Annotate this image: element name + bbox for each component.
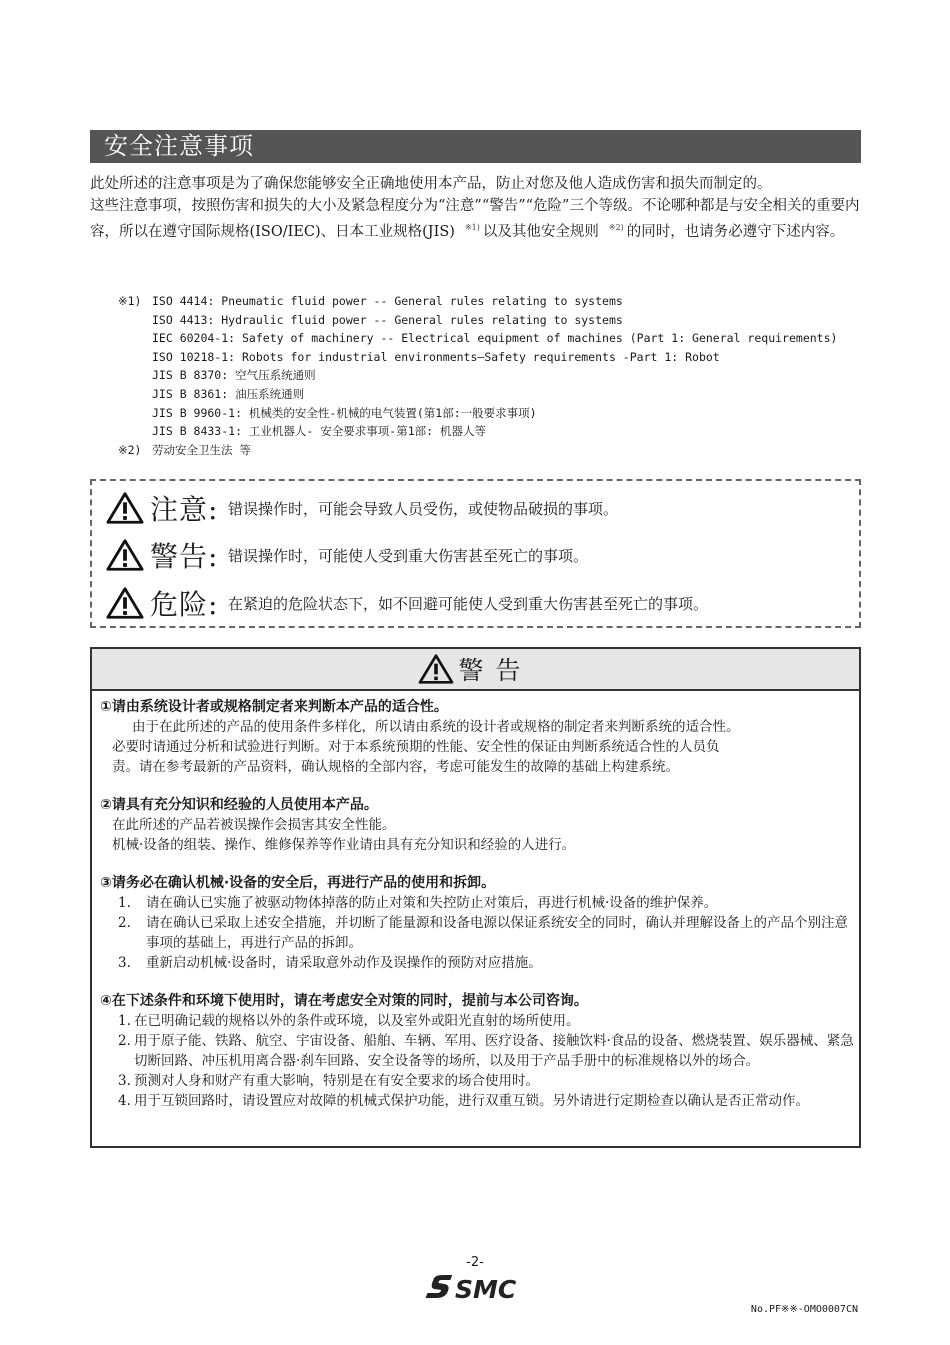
warning-section-3 bbox=[100, 873, 855, 973]
warning-box bbox=[90, 647, 861, 1148]
level-danger: 危险: 在紧迫的危险状态下，如不回避可能使人受到重大伤害甚至死亡的事项。 bbox=[106, 581, 708, 625]
warning-box-header bbox=[92, 649, 859, 691]
list-item: 3. 预测对人身和财产有重大影响，特别是在有安全要求的场合使用时。 bbox=[118, 1073, 539, 1089]
section-heading: ③请务必在确认机械·设备的安全后，再进行产品的使用和拆卸。 bbox=[100, 875, 496, 891]
document-number: No.PF※※-OMO0007CN bbox=[750, 1304, 858, 1315]
warning-triangle-icon bbox=[106, 537, 144, 573]
level-warning: 警告: 错误操作时，可能使人受到重大伤害甚至死亡的事项。 bbox=[106, 533, 588, 577]
page-title: 安全注意事项 bbox=[104, 132, 254, 160]
reference-list bbox=[118, 292, 878, 459]
warning-box-title: 警告 bbox=[458, 656, 533, 685]
intro-paragraph-2: 这些注意事项，按照伤害和损失的大小及紧急程度分为“注意”“警告”“危险”三个等级。不论哪种都是与安全相关的重要内容，所以在遵守国际规格(ISO/IEC)、日本工业规格(JIS) $^{※1)}$ 以及其他安全规则 $^{※2)}$ 的同时，也请务必遵守下述内容。 bbox=[90, 198, 860, 240]
section-title-bar bbox=[90, 130, 861, 163]
reference-item: JIS B 8361: 油压系统通则 bbox=[152, 386, 305, 401]
warning-section-4 bbox=[100, 991, 855, 1111]
level-caution: 注意: 错误操作时，可能会导致人员受伤，或使物品破损的事项。 bbox=[106, 486, 618, 530]
section-heading: ①请由系统设计者或规格制定者来判断本产品的适合性。 bbox=[100, 699, 448, 715]
reference-item: ISO 10218-1: Robots for industrial environments—Safety requirements -Part 1: Robot bbox=[152, 349, 720, 364]
warning-section-1: ①请由系统设计者或规格制定者来判断本产品的适合性。 由于在此所述的产品的使用条件多样化，所以请由系统的设计者或规格的制定者来判断系统的适合性。 必要时请通过分析和试验进行判断。对于本系统预期的性能、安全性的保证由判断系统适合性的人员负 责。请在参考最新的产品资料，确认规格的全部内容，考虑可能发生的故障的基础上构建系统。 bbox=[100, 697, 855, 777]
list-item: 2. 请在确认已采取上述安全措施，并切断了能量源和设备电源以保证系统安全的同时，确认并理解设备上的产品个别注意事项的基础上，再进行产品的拆卸。 bbox=[118, 915, 848, 951]
warning-triangle-icon bbox=[106, 490, 144, 526]
warning-triangle-icon bbox=[106, 585, 144, 621]
list-item: 1. 在已明确记载的规格以外的条件或环境，以及室外或阳光直射的场所使用。 bbox=[118, 1013, 580, 1029]
warning-box-body bbox=[100, 697, 855, 1129]
reference-item: IEC 60204-1: Safety of machinery -- Electrical equipment of machines (Part 1: General requirements) bbox=[152, 331, 838, 346]
reference-item: ※2) 劳动安全卫生法 等 bbox=[118, 442, 251, 457]
reference-item: ※1) ISO 4414: Pneumatic fluid power -- General rules relating to systems bbox=[118, 294, 623, 308]
list-item: 2. 用于原子能、铁路、航空、宇宙设备、船舶、车辆、军用、医疗设备、接触饮料·食品的设备、燃烧装置、娱乐器械、紧急切断回路、冲压机用离合器·刹车回路、安全设备等的场所，以及用于产品手册中的标准规格以外的场合。 bbox=[118, 1033, 854, 1069]
reference-item: JIS B 8370: 空气压系统通则 bbox=[152, 368, 316, 383]
page-number: -2- bbox=[466, 1255, 484, 1270]
list-item: 3. 重新启动机械·设备时，请采取意外动作及误操作的预防对应措施。 bbox=[118, 955, 542, 971]
list-item: 1. 请在确认已实施了被驱动物体掉落的防止对策和失控防止对策后，再进行机械·设备的维护保养。 bbox=[118, 895, 718, 911]
svg-text:SMC: SMC bbox=[455, 1275, 517, 1304]
list-item: 4. 用于互锁回路时，请设置应对故障的机械式保护功能，进行双重互锁。另外请进行定期检查以确认是否正常动作。 bbox=[118, 1093, 809, 1109]
section-heading: ②请具有充分知识和经验的人员使用本产品。 bbox=[100, 797, 378, 813]
footnote-ref-2: ※2) bbox=[608, 223, 624, 232]
footnote-ref-1: ※1) bbox=[464, 223, 480, 232]
reference-item: JIS B 8433-1: 工业机器人- 安全要求事项-第1部: 机器人等 bbox=[152, 424, 486, 439]
intro-paragraph-1: 此处所述的注意事项是为了确保您能够安全正确地使用本产品，防止对您及他人造成伤害和损失而制定的。 bbox=[90, 176, 772, 192]
reference-item: ISO 4413: Hydraulic fluid power -- General rules relating to systems bbox=[152, 312, 623, 327]
warning-triangle-icon bbox=[418, 653, 454, 685]
intro-text bbox=[90, 173, 865, 243]
reference-item: JIS B 9960-1: 机械类的安全性-机械的电气装置(第1部:一般要求事项) bbox=[152, 405, 537, 420]
smc-logo bbox=[425, 1272, 525, 1306]
hazard-levels-box bbox=[90, 479, 861, 628]
section-heading: ④在下述条件和环境下使用时，请在考虑安全对策的同时，提前与本公司咨询。 bbox=[100, 993, 588, 1009]
warning-section-2: ②请具有充分知识和经验的人员使用本产品。 在此所述的产品若被误操作会损害其安全性能。 机械·设备的组装、操作、维修保养等作业请由具有充分知识和经验的人进行。 bbox=[100, 795, 855, 855]
